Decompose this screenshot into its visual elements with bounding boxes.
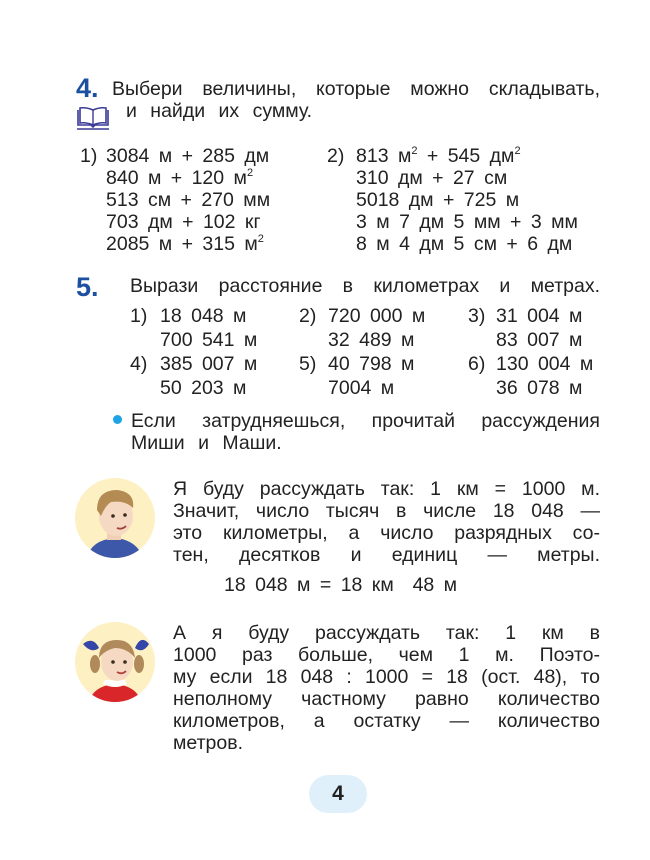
group-value: 385 007 м — [160, 353, 258, 375]
task-4-instruction-line1: Выбери величины, которые можно складывать, — [112, 78, 600, 100]
group-value: 700 541 м — [160, 329, 258, 351]
hint-line1: Если затрудняешься, прочитай рассуждения — [131, 410, 600, 432]
misha-formula: 18 048 м = 18 км 48 м — [224, 574, 458, 596]
group-value: 36 078 м — [496, 377, 583, 399]
masha-line: А я буду рассуждать так: 1 км в — [173, 622, 600, 644]
expression: 813 $м^2 + 545$ $дм^2$ — [356, 145, 521, 167]
task-4-col1 — [106, 145, 270, 255]
group-value: 83 007 м — [496, 329, 583, 351]
task-4-col2 — [356, 145, 578, 255]
open-book-icon — [76, 106, 110, 130]
group-value: 720 000 м — [328, 305, 426, 327]
expression: 840 м + 120 $м^2$ — [106, 167, 254, 189]
masha-line: метров. — [173, 732, 244, 754]
task-5-number: 5. — [76, 272, 99, 302]
masha-line: километров, а остатку — количество — [173, 710, 600, 732]
masha-line: 1000 раз больше, чем 1 м. Поэто- — [173, 644, 600, 666]
masha-line: неполному частному равно количество — [173, 688, 600, 710]
expression: 310 дм + 27 см — [356, 167, 508, 189]
group-label: 4) — [130, 353, 148, 375]
group-value: 31 004 м — [496, 305, 583, 327]
group-value: 40 798 м — [328, 353, 415, 375]
expression: 513 см + 270 мм — [106, 189, 271, 211]
group-label: 6) — [468, 353, 486, 375]
task-4-col1-label: 1) — [80, 145, 98, 167]
misha-line: Значит, число тысяч в числе 18 048 — — [173, 500, 600, 522]
expression: 2085 м + 315 $м^2$ — [106, 233, 264, 255]
group-label: 5) — [299, 353, 317, 375]
task-5-instruction: Вырази расстояние в километрах и метрах. — [130, 275, 600, 297]
misha-line: тен, десятков и единиц — метры. — [173, 544, 600, 566]
task-4-number: 4. — [76, 73, 99, 103]
expression: 3084 м + 285 дм — [106, 145, 270, 167]
group-value: 32 489 м — [328, 329, 415, 351]
page-number-badge — [309, 775, 367, 813]
masha-line: му если 18 048 : 1000 = 18 (ост. 48), то — [173, 666, 600, 688]
girl-avatar — [75, 622, 155, 702]
group-value: 50 203 м — [160, 377, 247, 399]
hint-line2: Миши и Маши. — [131, 432, 282, 454]
misha-line: Я буду рассуждать так: 1 км = 1000 м. — [173, 478, 600, 500]
task-4-col2-label: 2) — [327, 145, 345, 167]
group-label: 2) — [299, 305, 317, 327]
page-number: 4 — [332, 782, 344, 805]
group-label: 1) — [130, 305, 148, 327]
group-value: 130 004 м — [496, 353, 594, 375]
masha-reasoning — [173, 622, 600, 754]
group-value: 7004 м — [328, 377, 395, 399]
expression: 3 м 7 дм 5 мм + 3 мм — [356, 211, 578, 233]
task-4-instruction-line2: и найди их сумму. — [126, 100, 313, 122]
misha-line: это километры, а число разрядных со- — [173, 522, 600, 544]
misha-reasoning — [173, 478, 600, 566]
group-label: 3) — [468, 305, 486, 327]
bullet-dot-icon — [113, 415, 122, 424]
expression: 8 м 4 дм 5 см + 6 дм — [356, 233, 573, 255]
expression: 703 дм + 102 кг — [106, 211, 261, 233]
group-value: 18 048 м — [160, 305, 247, 327]
boy-avatar — [75, 478, 155, 558]
expression: 5018 дм + 725 м — [356, 189, 520, 211]
